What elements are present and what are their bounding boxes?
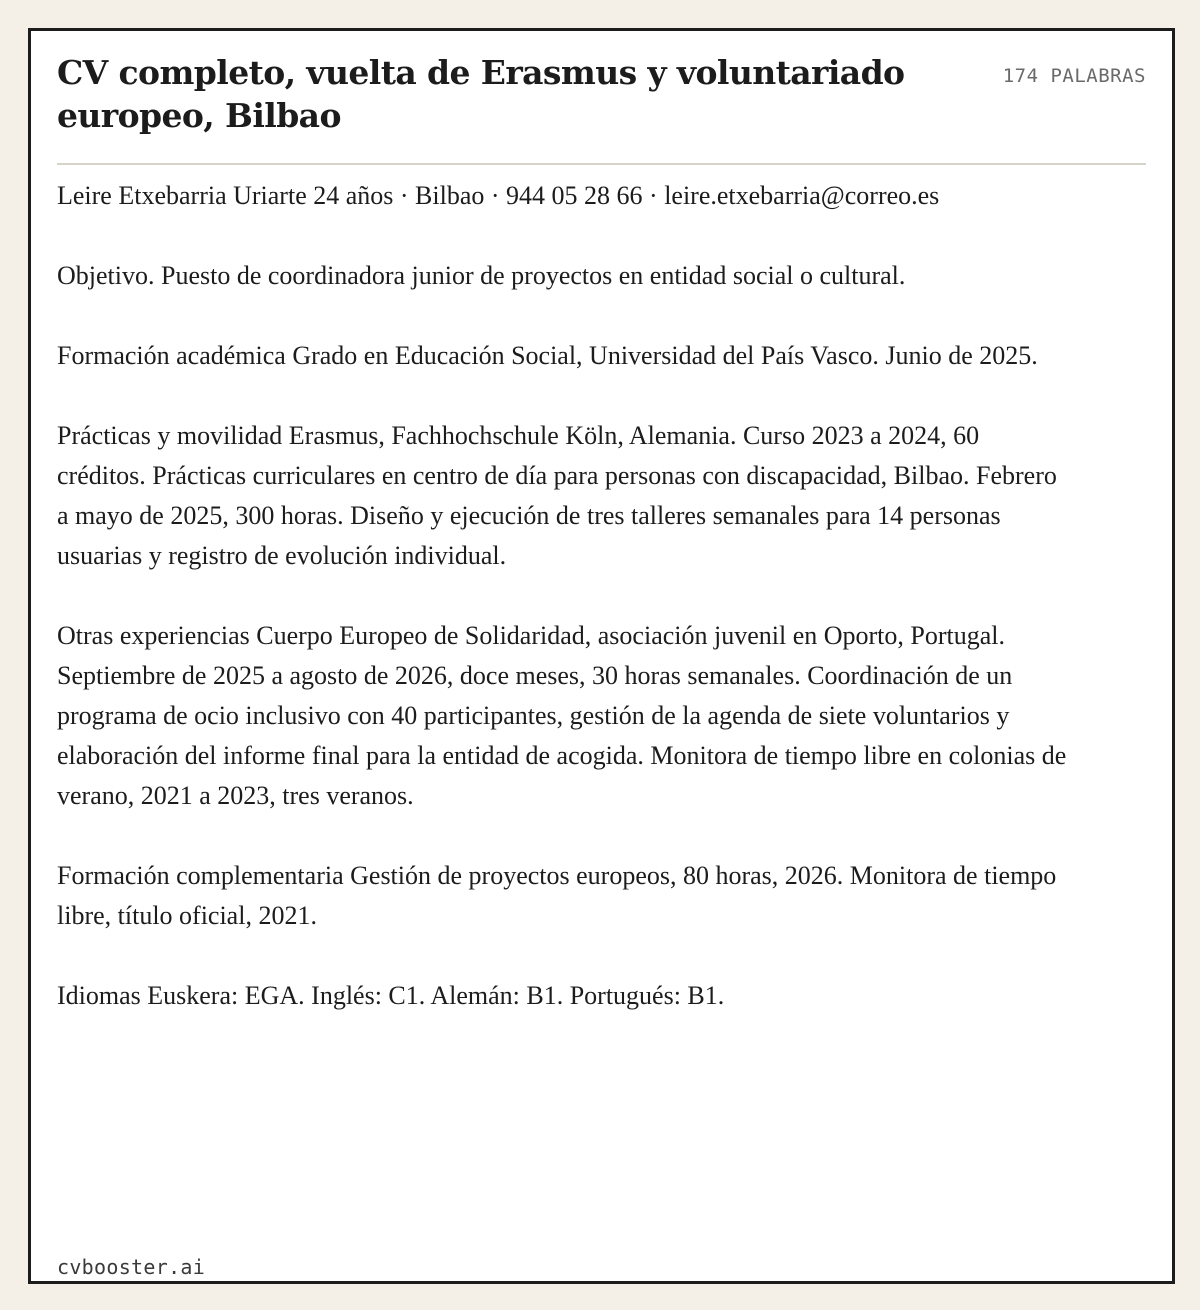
word-count-label: 174 PALABRAS [1002, 65, 1146, 87]
document-body [57, 176, 1067, 1016]
internship-paragraph: Prácticas y movilidad Erasmus, Fachhochschule Köln, Alemania. Curso 2023 a 2024, 60 créditos. Prácticas curriculares en centro de día para personas con discapacidad, Bilbao. Febrero a mayo de 2025, 300 horas. Diseño y ejecución de tres talleres semanales para 14 personas usuarias y registro de evolución individual. [57, 421, 1057, 570]
other-experience-paragraph: Otras experiencias Cuerpo Europeo de Solidaridad, asociación juvenil en Oporto, Portugal. Septiembre de 2025 a agosto de 2026, doce meses, 30 horas semanales. Coordinación de un programa de ocio inclusivo con 40 participantes, gestión de la agenda de siete voluntarios y elaboración del informe final para la entidad de acogida. Monitora de tiempo libre en colonias de verano, 2021 a 2023, tres veranos. [57, 621, 1067, 810]
education-paragraph: Formación académica Grado en Educación Social, Universidad del País Vasco. Junio de 2025. [57, 341, 1038, 370]
complementary-training-paragraph: Formación complementaria Gestión de proyectos europeos, 80 horas, 2026. Monitora de tiempo libre, título oficial, 2021. [57, 861, 1057, 930]
languages-paragraph: Idiomas Euskera: EGA. Inglés: C1. Alemán: B1. Portugués: B1. [57, 981, 725, 1010]
document-header [57, 51, 1146, 165]
contact-paragraph: Leire Etxebarria Uriarte 24 años · Bilbao · 944 05 28 66 · leire.etxebarria@correo.es [57, 181, 940, 210]
document-title: CV completo, vuelta de Erasmus y voluntariado europeo, Bilbao [57, 53, 905, 135]
footer-brand: cvbooster.ai [57, 1255, 206, 1279]
objective-paragraph: Objetivo. Puesto de coordinadora junior de proyectos en entidad social o cultural. [57, 261, 906, 290]
cv-document-card [28, 28, 1175, 1284]
